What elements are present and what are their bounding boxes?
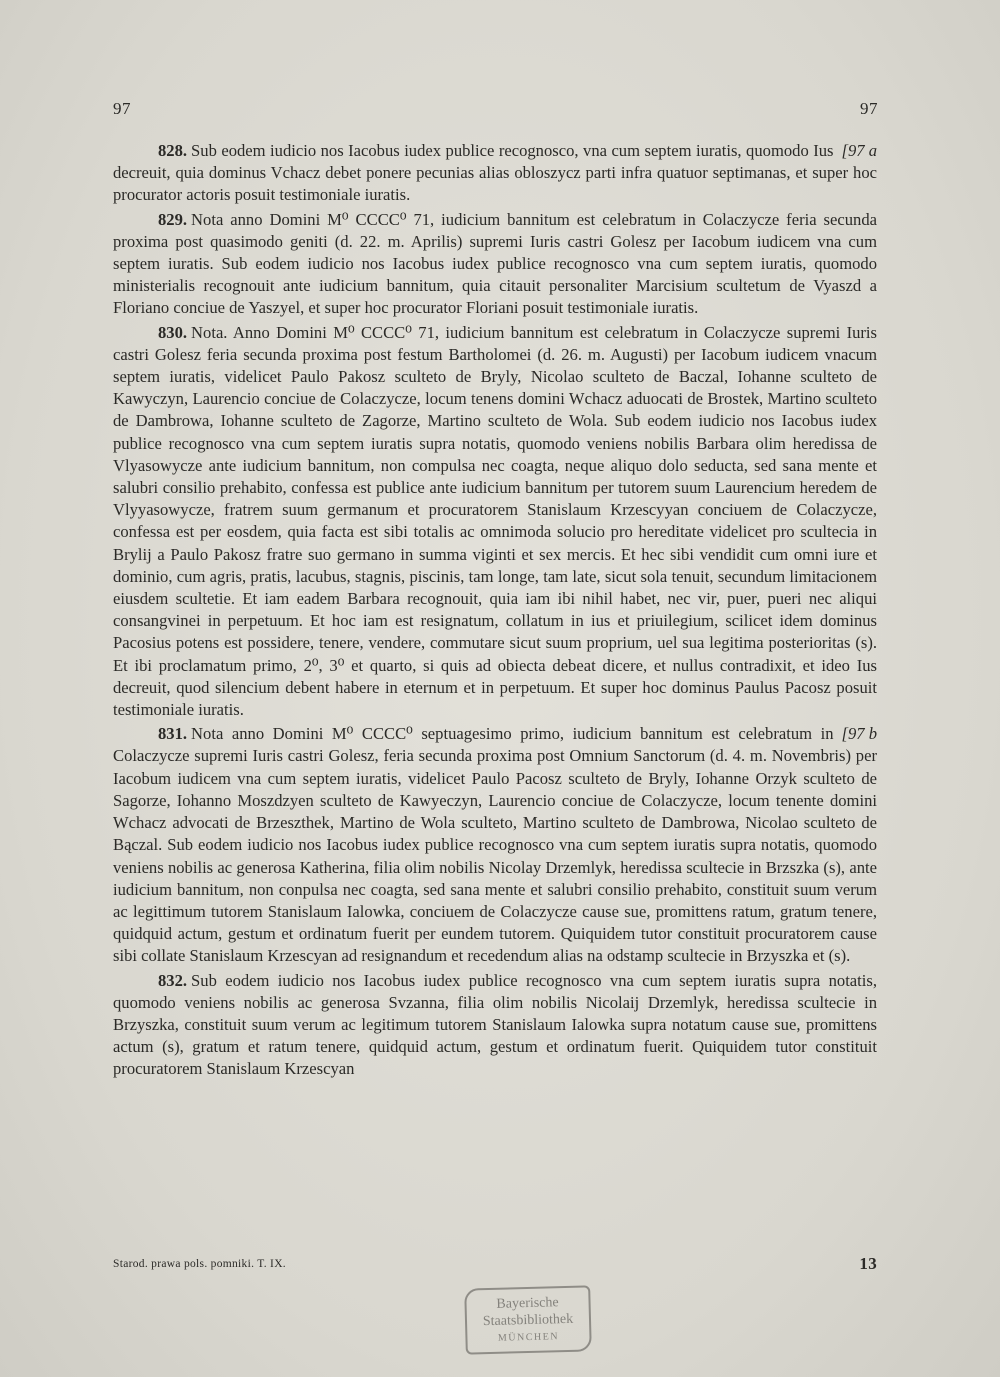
entry-number: 831. [158,724,188,744]
entry-text: Sub eodem iudicio nos Iacobus iudex publice recognosco vna cum septem iuratis supra notatis, quomodo veniens nobilis ac generosa Svzanna, filia olim nobilis Nicolaij Drzemlyk, heredissa scultecie in Brzyszka, constituit suum verum ac legitimum tutorem Stanislaum Ialowka supra notatum cause sue, promittens actum (s), gratum et ratum tenere, quidquid actum, gestum et ordinatum fuerit. Quiquidem tutor constituit procuratorem Stanislaum Krzescyan [113,970,877,1079]
marginal-note: [97 a [841,141,877,160]
stamp-line-3: MÜNCHEN [497,1331,560,1344]
stamp-line-1: Bayerische [496,1295,559,1312]
signature-mark: 13 [859,1254,877,1273]
entry-text: Nota. Anno Domini M⁰ CCCC⁰ 71, iudicium bannitum est celebratum in Colaczycze supremi Iuris castri Golesz feria secunda proxima post festum Bartholomei (d. 26. m. Augusti) per Iacobum iudicem vnacum septem iuratis, videlicet Paulo Pakosz sculteto de Bryly, Nicolao sculteto de Baczal, Iohanne sculteto de Kawyczyn, Laurencio conciue de Colaczycze, locum tenens domini Wchacz aduocati de Brostek, Martino sculteto de Dambrowa, Iohanne sculteto de Zagorze, Martino sculteto de Wola. Sub eodem iudicio nos Iacobus iudex publice recognosco vna cum septem iuratis supra notatis, quomodo veniens nobilis Barbara olim heredissa de Vlyasowycze ante iudicium bannitum, non compulsa nec coagta, neque aliquo dolo seducta, sed sana mente et salubri consilio prehabito, confessa est publice ante iudicium bannitum per tutorem suum Laurencium heredem de Vlyyasowycze, fratrem suum germanum et procuratorem Stanislaum Krzescyyan conciuem de Colaczycze, confessa est per eosdem, quia facta est sibi totalis ac omnimoda solucio pro hereditate videlicet pro scultecia in Brylij a Paulo Pakosz fratre suo germano in summa viginti et sex mercis. Et hec sibi vendidit cum omni iure et dominio, cum agris, pratis, lacubus, stagnis, piscinis, tam longe, tam late, sicut sola tenuit, secundum limitacionem eiusdem scultetie. Et iam eadem Barbara recognouit, quia iam ibi nihil habet, nec vir, puer, pueri nec aliqui consangvinei in perpetuum. Et hoc iam est resignatum, collatum in ius et priuilegium, scilicet idem dominus Pacosius potens est possidere, tenere, vendere, commutare sicut suum proprium, uel sua legitima posterioritas (s). Et ibi proclamatum primo, 2⁰, 3⁰ et quarto, si quis ad obiecta debeat dicere, et nullus contradixit, et ideo Ius decreuit, quod silencium debent habere in eternum et in perpetuum. Et super hoc dominus Paulus Pacosz posuit testimoniale iuratis. [113,322,877,720]
entry-number: 832. [158,970,188,990]
page-number-right: 97 [860,99,878,118]
page-footer [113,1254,877,1273]
entry-828 [113,140,877,207]
library-stamp [464,1285,592,1354]
entry-830 [113,322,877,722]
entry-829 [113,209,877,320]
entry-text: Sub eodem iudicio nos Iacobus iudex publice recognosco, vna cum septem iuratis, quomodo Ius decreuit, quia dominus Vchacz debet ponere pecunias alias obloszycz parti infra quatuor septimanas, et super hoc procurator actoris posuit testimoniale iuratis. [113,141,877,205]
page-number-left: 97 [113,99,131,118]
entry-number: 829. [158,209,188,229]
entry-number: 828. [158,141,188,160]
entry-831 [113,723,877,967]
stamp-line-2: Staatsbibliothek [482,1311,574,1330]
document-body [113,140,877,1083]
source-note: Starod. prawa pols. pomniki. T. IX. [113,1258,286,1270]
entry-832 [113,970,877,1081]
entry-text: Nota anno Domini M⁰ CCCC⁰ 71, iudicium bannitum est celebratum in Colaczycze feria secunda proxima post quasimodo geniti (d. 22. m. Aprilis) supremi Iuris castri Golesz per Iacobum iudicem vna cum septem iuratis. Sub eodem iudicio nos Iacobus iudex publice recognosco vna cum septem iuratis, quomodo ministerialis recognouit ante iudicium bannitum, quia citauit personaliter Marcisium scultetum de Vyaszd a Floriano conciue de Yaszyel, et super hoc procurator Floriani posuit testimoniale iuratis. [113,209,877,318]
marginal-note: [97 b [841,724,877,744]
entry-text: Nota anno Domini M⁰ CCCC⁰ septuagesimo primo, iudicium bannitum est celebratum in Colaczycze supremi Iuris castri Golesz, feria secunda proxima post Omnium Sanctorum (d. 4. m. Novembris) per Iacobum iudicem vna cum septem iuratis, videlicet Paulo Pacosz sculteto de Bryly, Iohanne Orzyk sculteto de Sagorze, Iohanno Moszdzyen sculteto de Kawyeczyn, Laurencio conciue de Colaczycze, locum tenente domini Wchacz advocati de Brzeszthek, Martino de Wola sculteto, Martino sculteto de Dambrowa, Nicolao sculteto de Bączal. Sub eodem iudicio nos Iacobus iudex publice recognosco vna cum septem iuratis supra notatis, quomodo veniens nobilis ac generosa Katherina, filia olim nobilis Nicolay Drzemlyk, heredissa scultecie in Brzszka (s), ante iudicium bannitum, non conpulsa nec coagta, sed sana mente et salubri consilio prehabito, constituit suum verum ac legittimum tutorem Stanislaum Ialowka, conciuem de Colaczycze cause sue, promittens ratum, gratum tenere, quidquid actum, gestum et ordinatum fuerit per eundem tutorem. Quiquidem tutor constituit procuratorem cause sibi collate Stanislaum Krzescyan ad resignandum et recedendum alias na odstamp scultecie in Brzyszka et (s). [113,724,877,966]
entry-number: 830. [158,322,188,342]
